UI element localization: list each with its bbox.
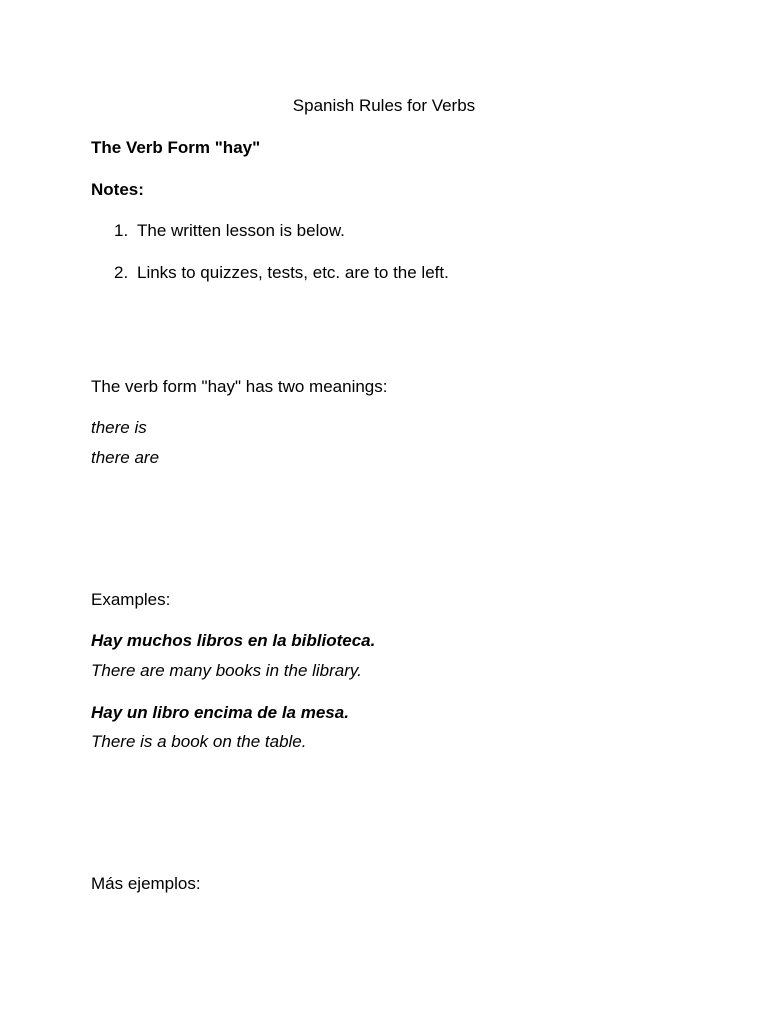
meaning-item: there are [91,448,160,467]
example-english: There is a book on the table. [91,732,307,751]
meanings-intro: The verb form "hay" has two meanings: [91,377,388,396]
list-item-text: The written lesson is below. [137,221,345,240]
page-title: Spanish Rules for Verbs [292,96,476,115]
list-item-number: 1. [114,221,129,240]
list-item-number: 2. [114,263,129,282]
more-examples-label: Más ejemplos: [91,874,201,893]
example-spanish: Hay muchos libros en la biblioteca. [91,631,376,650]
meaning-item: there is [91,418,147,437]
example-english: There are many books in the library. [91,661,362,680]
notes-label: Notes: [91,180,144,199]
examples-label: Examples: [91,590,171,609]
section-heading: The Verb Form "hay" [91,138,261,157]
list-item [114,263,449,283]
example-spanish: Hay un libro encima de la mesa. [91,703,349,722]
list-item-text: Links to quizzes, tests, etc. are to the left. [137,263,449,282]
list-item [114,221,345,241]
